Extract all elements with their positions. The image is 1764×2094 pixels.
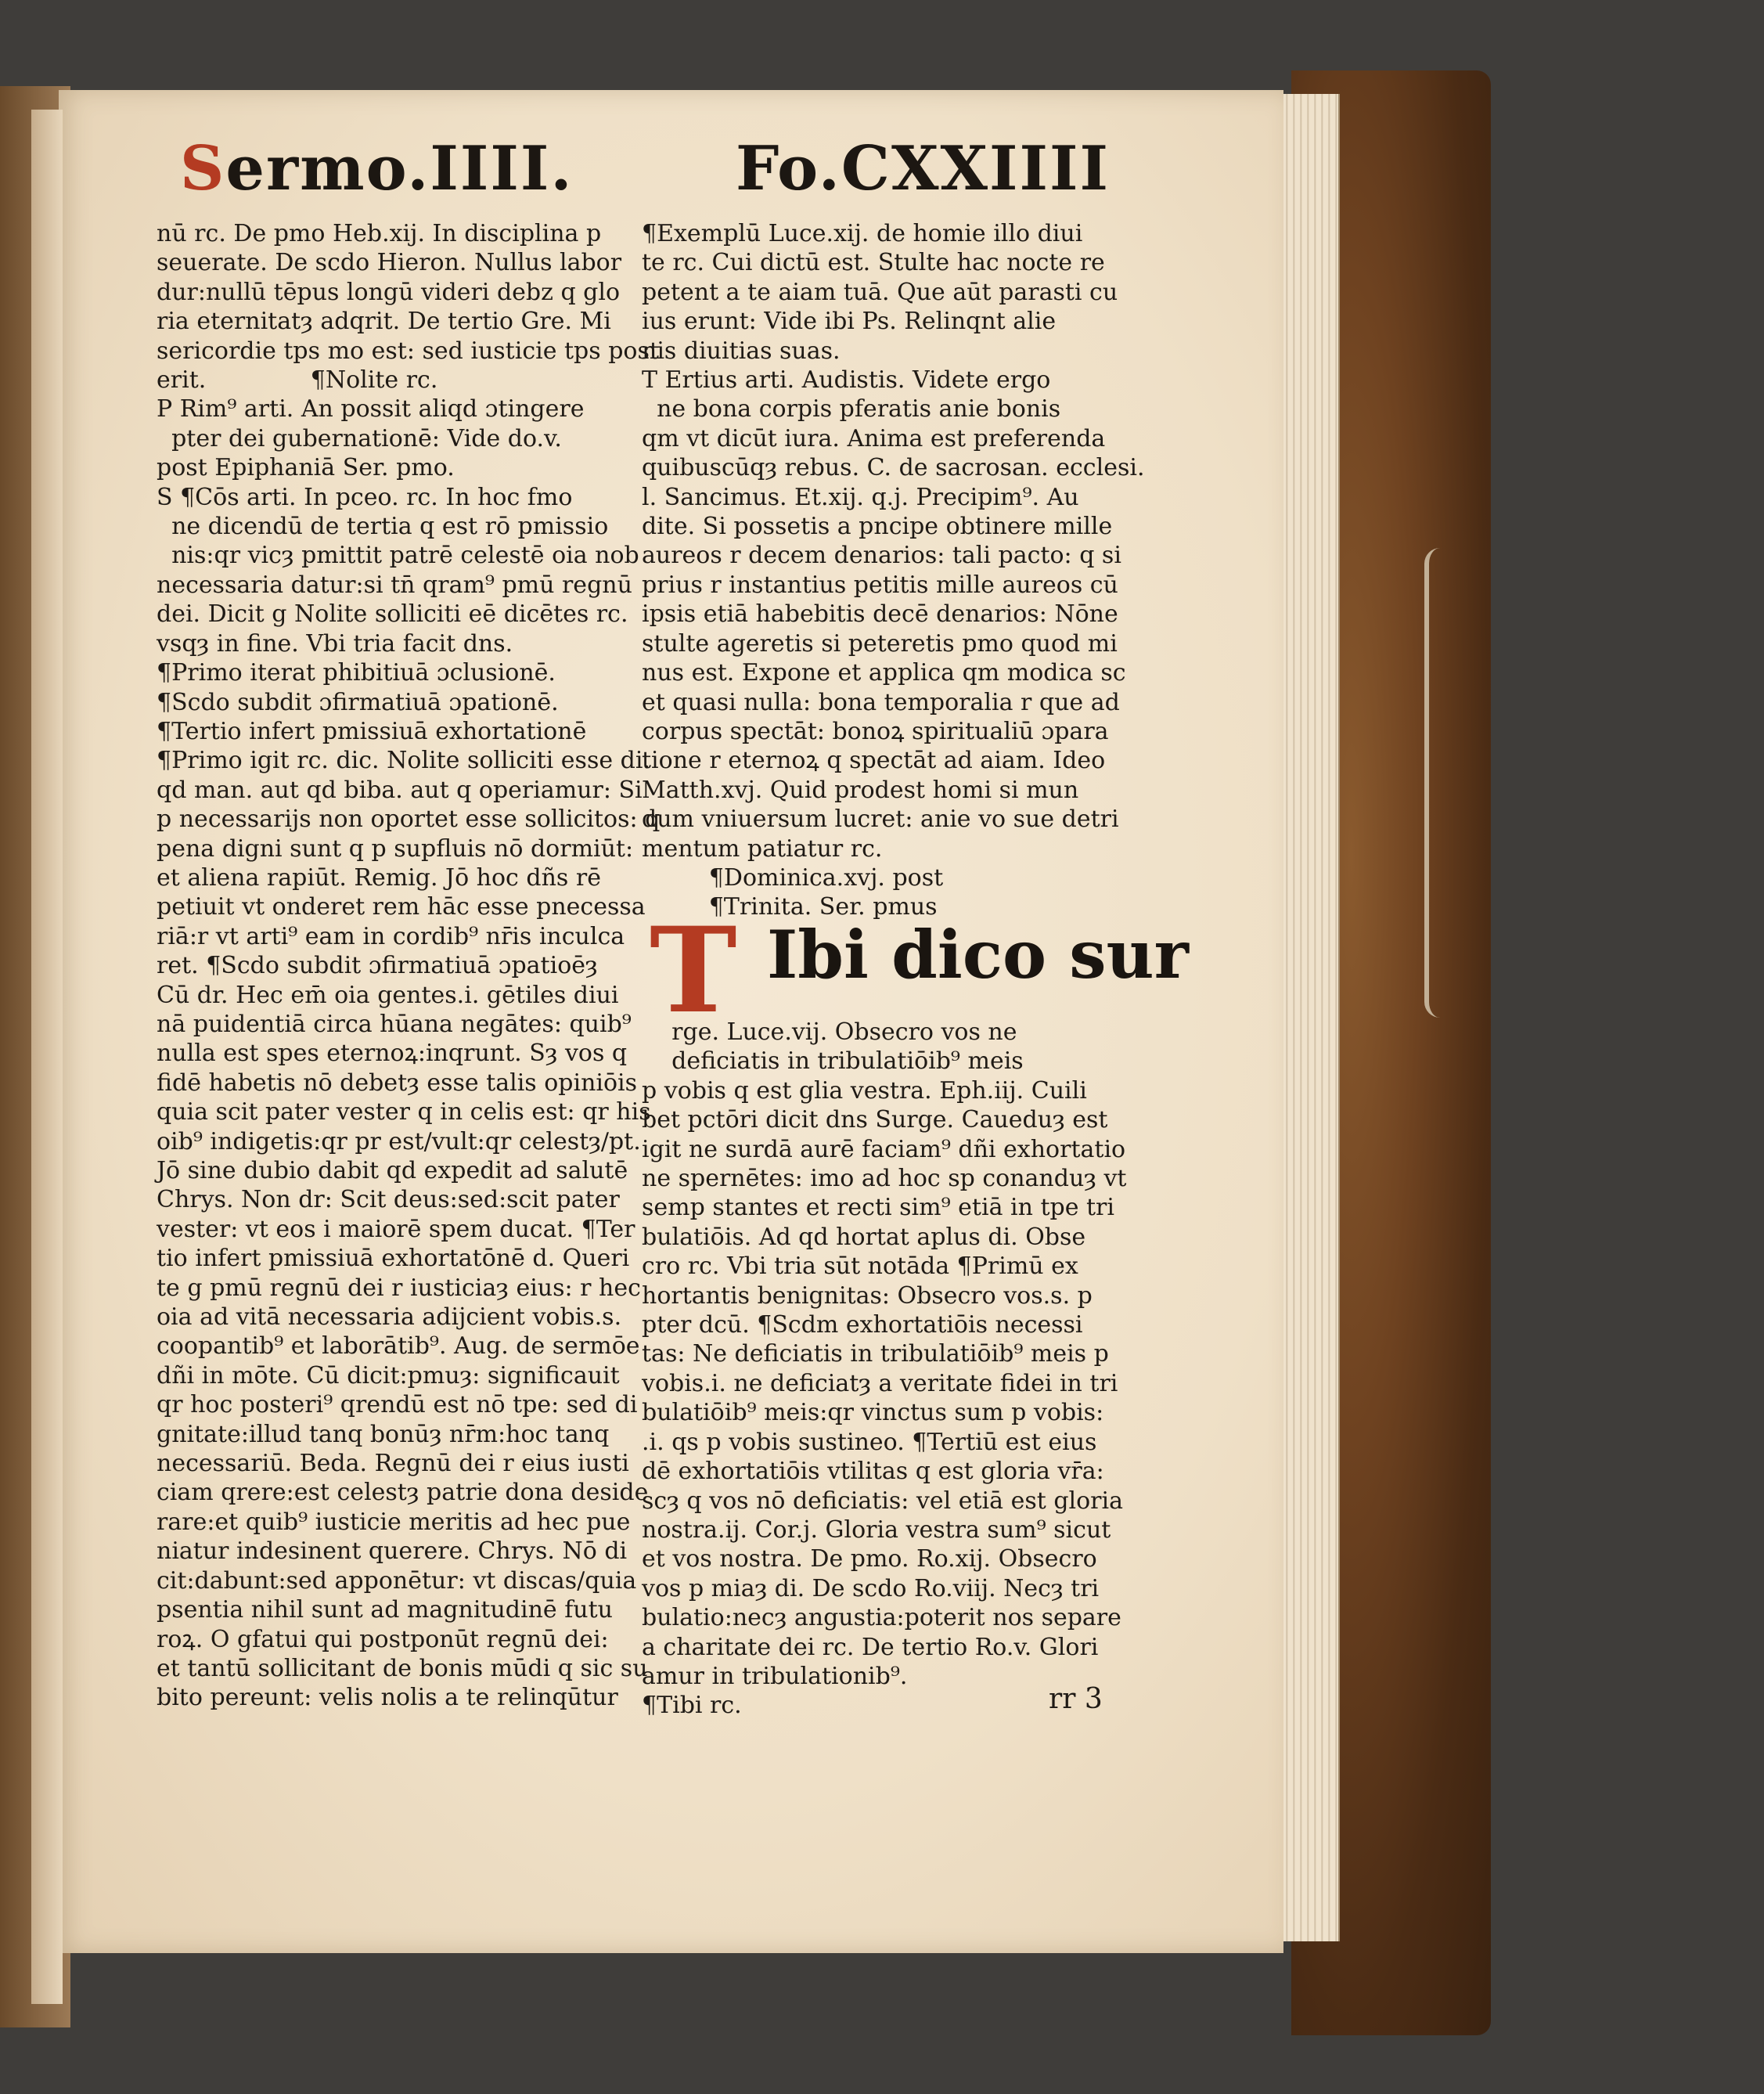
ribbon-bookmark <box>1424 548 1460 1018</box>
text-line: bulatiōib⁹ meis:qr vinctus sum p vobis: <box>642 1399 1104 1427</box>
text-line: te g pmū regnū dei r iusticiaȝ eius: r hec <box>157 1274 641 1302</box>
text-line: Matth.xvj. Quid prodest homi si mun <box>642 776 1079 804</box>
text-line: vester: vt eos i maiorē spem ducat. ¶Ter <box>157 1215 635 1243</box>
text-line: l. Sancimus. Et.xij. q.j. Precipim⁹. Au <box>642 483 1079 511</box>
text-line: quia scit pater vester q in celis est: qr his <box>157 1098 651 1126</box>
text-line: pter dei gubernationē: Vide do.v. <box>157 424 562 452</box>
text-line: vos p miaȝ di. De scdo Ro.viij. Necȝ tri <box>642 1574 1100 1602</box>
text-line: ¶Dominica.xvj. post <box>642 863 944 892</box>
text-line: qr hoc posteri⁹ qrendū est nō tpe: sed di <box>157 1391 638 1419</box>
text-line: et quasi nulla: bona temporalia r que ad <box>642 688 1120 716</box>
text-line: T Ertius arti. Audistis. Videte ergo <box>642 366 1051 395</box>
text-line: cit:dabunt:sed apponētur: vt discas/quia <box>157 1566 637 1595</box>
text-line: roꝝ. O gfatui qui postponūt regnū dei: <box>157 1625 609 1653</box>
text-line: riā:r vt arti⁹ eam in cordib⁹ nr̄is inculca <box>157 922 625 950</box>
text-line: prius r instantius petitis mille aureos cū <box>642 571 1118 599</box>
text-line: et aliena rapiūt. Remig. Jō hoc dñs rē <box>157 863 601 892</box>
text-line: nulla est spes eternoꝝ:inqrunt. Sȝ vos q <box>157 1040 628 1068</box>
text-line: rge. Luce.vij. Obsecro vos ne <box>642 1018 1017 1046</box>
text-line: et tantū sollicitant de bonis mūdi q sic su <box>157 1654 648 1682</box>
text-line: ¶Scdo subdit ɔfirmatiuā ɔpationē. <box>157 688 559 716</box>
text-line: te rc. Cui dictū est. Stulte hac nocte re <box>642 249 1105 277</box>
text-line: necessariū. Beda. Regnū dei r eius iusti <box>157 1450 629 1478</box>
text-line: ¶Primo igit rc. dic. Nolite solliciti esse di. <box>157 747 650 775</box>
text-line: gnitate:illud tanq bonūȝ nr̄m:hoc tanq <box>157 1420 610 1448</box>
text-line: sericordie tps mo est: sed iusticie tps post <box>157 337 659 365</box>
text-line: stulte ageretis si peteretis pmo quod mi <box>642 629 1118 658</box>
text-line: p vobis q est glia vestra. Eph.iij. Cuili <box>642 1076 1087 1105</box>
text-line: dei. Dicit g Nolite solliciti eē dicētes rc. <box>157 600 628 629</box>
text-line: .i. qs p vobis sustineo. ¶Tertiū est eius <box>642 1428 1097 1456</box>
text-line: seuerate. De scdo Hieron. Nullus labor <box>157 249 622 277</box>
text-line: ne dicendū de tertia q est rō pmissio <box>157 513 609 541</box>
text-line: oia ad vitā necessaria adijcient vobis.s. <box>157 1303 622 1332</box>
text-line: et vos nostra. De pmo. Ro.xij. Obsecro <box>642 1545 1097 1573</box>
text-line: dñi in mōte. Cū dicit:pmuȝ: significauit <box>157 1361 620 1389</box>
signature-mark: rr 3 <box>1049 1683 1103 1715</box>
text-line: pena digni sunt q p supfluis nō dormiūt: <box>157 834 634 863</box>
text-line: aureos r decem denarios: tali pacto: q si <box>642 542 1121 570</box>
rubricated-initial: S <box>180 133 226 204</box>
text-line: nū rc. De pmo Heb.xij. In disciplina p <box>157 220 602 247</box>
text-line: ¶Trinita. Ser. pmus <box>642 893 938 921</box>
text-line: tas: Ne deficiatis in tribulatiōib⁹ meis p <box>642 1340 1109 1368</box>
text-line: ipsis etiā habebitis decē denarios: Nōne <box>642 600 1118 629</box>
right-text-column-bottom <box>642 1018 1126 1721</box>
text-line: qd man. aut qd biba. aut q operiamur: Si <box>157 776 643 804</box>
text-line: tio infert pmissiuā exhortatōnē d. Queri <box>157 1245 630 1273</box>
text-line: petiuit vt onderet rem hāc esse pnecessa <box>157 893 646 921</box>
text-line: bito pereunt: velis nolis a te relinqūtur <box>157 1684 618 1712</box>
text-line: qm vt dicūt iura. Anima est preferenda <box>642 424 1106 452</box>
text-line: ne spernētes: imo ad hoc sp conanduȝ vt <box>642 1165 1127 1193</box>
running-head-left <box>180 133 574 204</box>
right-text-column-top <box>642 219 1143 922</box>
text-line: Jō sine dubio dabit qd expedit ad salutē <box>157 1157 628 1184</box>
text-line: coopantib⁹ et laborātib⁹. Aug. de sermōe <box>157 1332 640 1361</box>
text-line: dite. Si possetis a pncipe obtinere mille <box>642 513 1113 541</box>
text-line: bet pctōri dicit dns Surge. Caueduȝ est <box>642 1106 1108 1134</box>
text-line: ciam qrere:est celestȝ patrie dona deside <box>157 1479 649 1507</box>
text-line: cro rc. Vbi tria sūt notāda ¶Primū ex <box>642 1252 1078 1281</box>
text-line: niatur indesinent querere. Chrys. Nō di <box>157 1537 628 1566</box>
text-line: deficiatis in tribulatiōib⁹ meis <box>642 1047 1024 1076</box>
text-line: mentum patiatur rc. <box>642 834 883 863</box>
text-line: ¶Primo iterat phibitiuā ɔclusionē. <box>157 659 556 687</box>
text-line: erit. ¶Nolite rc. <box>157 366 438 395</box>
text-line: petent a te aiam tuā. Que aūt parasti cu <box>642 278 1118 306</box>
text-line: dur:nullū tēpus longū videri debz q glo <box>157 278 621 306</box>
text-line: quibuscūqȝ rebus. C. de sacrosan. ecclesi. <box>642 454 1145 482</box>
left-text-column <box>157 219 661 1713</box>
decorated-initial: T <box>650 902 737 1040</box>
text-line: nus est. Expone et applica qm modica sc <box>642 659 1126 687</box>
text-line: ret. ¶Scdo subdit ɔfirmatiuā ɔpatioēȝ <box>157 952 598 980</box>
text-line: igit ne surdā aurē faciam⁹ dñi exhortatio <box>642 1135 1126 1163</box>
text-line: ¶Exemplū Luce.xij. de homie illo diui <box>642 220 1083 247</box>
text-line: tione r eternoꝝ q spectāt ad aiam. Ideo <box>642 747 1106 775</box>
text-line: hortantis benignitas: Obsecro vos.s. p <box>642 1281 1093 1310</box>
text-line: scȝ q vos nō deficiatis: vel etiā est gloria <box>642 1487 1123 1515</box>
folio-number: Fo.CXXIIII <box>736 133 1110 204</box>
text-line: P Rim⁹ arti. An possit aliqd ɔtingere <box>157 395 585 423</box>
text-line: p necessarijs non oportet esse sollicitos: q <box>157 806 661 834</box>
text-line: bulatiōis. Ad qd hortat aplus di. Obse <box>642 1223 1086 1251</box>
text-line: vobis.i. ne deficiatȝ a veritate fidei in tri <box>642 1369 1118 1397</box>
text-line: ¶Tibi rc. <box>642 1692 742 1720</box>
text-line: Chrys. Non dr: Scit deus:sed:scit pater <box>157 1186 620 1214</box>
text-line: nostra.ij. Cor.j. Gloria vestra sum⁹ sicut <box>642 1516 1111 1544</box>
text-line: nā puidentiā circa hūana negātes: quib⁹ <box>157 1010 632 1038</box>
sermon-title: ermo.IIII. <box>225 133 574 204</box>
text-line: dē exhortatiōis vtilitas q est gloria vr̄a: <box>642 1458 1104 1486</box>
text-line: vsqȝ in fine. Vbi tria facit dns. <box>157 629 513 658</box>
incipit-text: Ibi dico sur <box>767 916 1189 993</box>
text-line: nis:qr vicȝ pmittit patrē celestē oia nob <box>157 542 639 570</box>
text-line: rare:et quib⁹ iusticie meritis ad hec pue <box>157 1508 631 1536</box>
gutter-shadow <box>31 110 63 2004</box>
text-line: bulatio:necȝ angustia:poterit nos separe <box>642 1604 1121 1632</box>
text-line: post Epiphaniā Ser. pmo. <box>157 454 455 482</box>
text-line: ius erunt: Vide ibi Ps. Relinqnt alie <box>642 308 1057 336</box>
text-line: Cū dr. Hec em̄ oia gentes.i. gētiles diui <box>157 981 619 1009</box>
text-line: pter dcū. ¶Scdm exhortatiōis necessi <box>642 1311 1083 1339</box>
text-line: necessaria datur:si tn̄ qram⁹ pmū regnū <box>157 571 632 599</box>
text-line: ne bona corpis pferatis anie bonis <box>642 395 1061 423</box>
text-line: ¶Tertio infert pmissiuā exhortationē <box>157 717 587 745</box>
text-line: corpus spectāt: bonoꝝ spiritualiū ɔpara <box>642 717 1109 745</box>
text-line: nis diuitias suas. <box>642 337 841 365</box>
text-line: a charitate dei rc. De tertio Ro.v. Glori <box>642 1633 1099 1661</box>
text-line: oib⁹ indigetis:qr pr est/vult:qr celestȝ/pt. <box>157 1127 641 1155</box>
text-line: amur in tribulationib⁹. <box>642 1662 908 1690</box>
text-line: fidē habetis nō debetȝ esse talis opiniōis <box>157 1069 638 1097</box>
text-line: dum vniuersum lucret: anie vo sue detri <box>642 806 1119 834</box>
text-line: ria eternitatȝ adqrit. De tertio Gre. Mi <box>157 308 611 336</box>
text-line: psentia nihil sunt ad magnitudinē futu <box>157 1596 614 1624</box>
text-line: S ¶Cōs arti. In pceo. rc. In hoc fmo <box>157 483 573 511</box>
text-line: semp stantes et recti sim⁹ etiā in tpe tri <box>642 1194 1114 1222</box>
sermon-incipit <box>767 916 1189 993</box>
